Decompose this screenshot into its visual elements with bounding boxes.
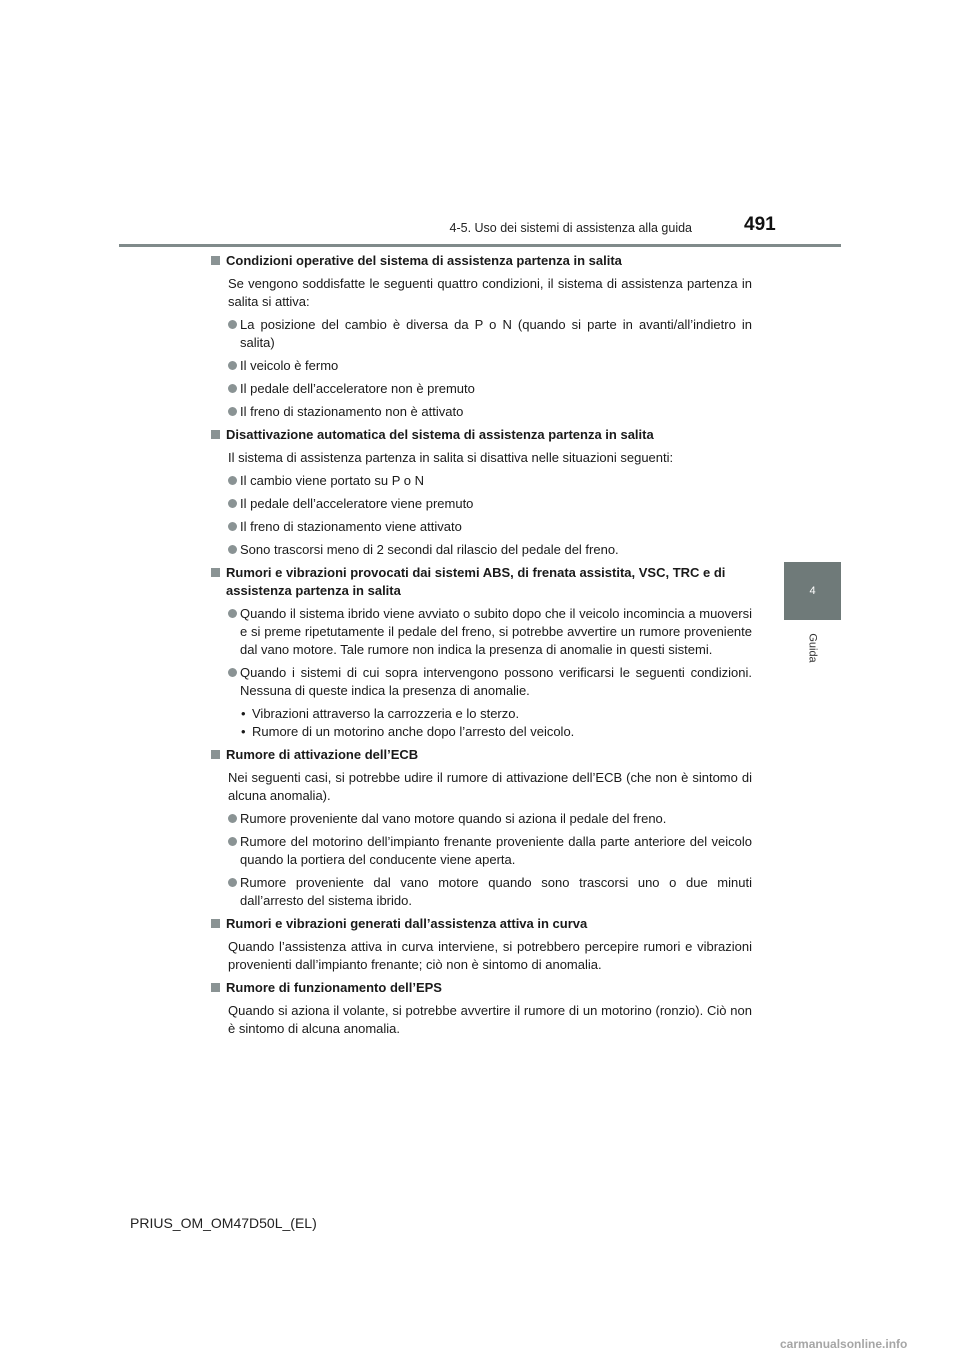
bullet-item bbox=[211, 810, 752, 828]
section-heading-text: Rumori e vibrazioni generati dall’assistenza attiva in curva bbox=[226, 916, 588, 931]
section-heading-text: Rumore di funzionamento dell’EPS bbox=[226, 980, 442, 995]
circle-bullet-icon bbox=[228, 407, 237, 416]
square-bullet-icon bbox=[211, 750, 220, 759]
bullet-item-text: Sono trascorsi meno di 2 secondi dal rilascio del pedale del freno. bbox=[240, 542, 619, 557]
header-rule bbox=[119, 244, 841, 247]
section-heading bbox=[211, 426, 752, 444]
section-heading bbox=[211, 979, 752, 997]
section-heading bbox=[211, 252, 752, 270]
circle-bullet-icon bbox=[228, 545, 237, 554]
chapter-label bbox=[785, 630, 841, 666]
circle-bullet-icon bbox=[228, 609, 237, 618]
circle-bullet-icon bbox=[228, 499, 237, 508]
bullet-item-text: Rumore del motorino dell’impianto frenante proveniente dalla parte anteriore del veicolo quando la portiera del conducente viene aperta. bbox=[240, 834, 752, 867]
circle-bullet-icon bbox=[228, 320, 237, 329]
paragraph: Quando si aziona il volante, si potrebbe avvertire il rumore di un motorino (ronzio). Ciò non è sintomo di alcuna anomalia. bbox=[228, 1003, 752, 1036]
circle-bullet-icon bbox=[228, 837, 237, 846]
bullet-item bbox=[211, 518, 752, 536]
circle-bullet-icon bbox=[228, 878, 237, 887]
circle-bullet-icon bbox=[228, 384, 237, 393]
bullet-item-text: La posizione del cambio è diversa da P o N (quando si parte in avanti/all’indietro in salita) bbox=[240, 317, 752, 350]
bullet-item bbox=[211, 357, 752, 375]
bullet-item bbox=[211, 316, 752, 352]
bullet-item-text: Il pedale dell’acceleratore non è premuto bbox=[240, 381, 475, 396]
bullet-item bbox=[211, 380, 752, 398]
paragraph: Il sistema di assistenza partenza in salita si disattiva nelle situazioni seguenti: bbox=[228, 450, 674, 465]
paragraph: Quando l’assistenza attiva in curva interviene, si potrebbero percepire rumori e vibrazioni provenienti dall’impianto frenante; ciò non è sintomo di anomalia. bbox=[228, 939, 752, 972]
sub-list bbox=[211, 705, 752, 741]
bullet-item bbox=[211, 605, 752, 659]
dot-bullet-icon: • bbox=[241, 724, 246, 739]
sub-list-item-text: Rumore di un motorino anche dopo l’arresto del veicolo. bbox=[252, 724, 575, 739]
square-bullet-icon bbox=[211, 256, 220, 265]
bullet-item-text: Quando i sistemi di cui sopra intervengono possono verificarsi le seguenti condizioni. Nessuna di queste indica la presenza di anomalie. bbox=[240, 665, 752, 698]
dot-bullet-icon: • bbox=[241, 706, 246, 721]
watermark: carmanualsonline.info bbox=[780, 1337, 908, 1351]
sub-list-item-text: Vibrazioni attraverso la carrozzeria e lo sterzo. bbox=[252, 706, 520, 721]
chapter-tab-number: 4 bbox=[809, 585, 816, 597]
bullet-item-text: Il pedale dell’acceleratore viene premuto bbox=[240, 496, 474, 511]
square-bullet-icon bbox=[211, 430, 220, 439]
sub-list-item bbox=[211, 723, 752, 741]
bullet-item-text: Il cambio viene portato su P o N bbox=[240, 473, 425, 488]
section-heading-text: Disattivazione automatica del sistema di assistenza partenza in salita bbox=[226, 427, 654, 442]
bullet-item bbox=[211, 833, 752, 869]
square-bullet-icon bbox=[211, 568, 220, 577]
circle-bullet-icon bbox=[228, 476, 237, 485]
circle-bullet-icon bbox=[228, 668, 237, 677]
circle-bullet-icon bbox=[228, 361, 237, 370]
page-content bbox=[211, 252, 752, 1043]
paragraph: Nei seguenti casi, si potrebbe udire il rumore di attivazione dell’ECB (che non è sintomo di alcuna anomalia). bbox=[228, 770, 752, 803]
bullet-item bbox=[211, 495, 752, 513]
bullet-item bbox=[211, 472, 752, 490]
footer-code: PRIUS_OM_OM47D50L_(EL) bbox=[130, 1215, 317, 1231]
chapter-label-text: Guida bbox=[806, 633, 819, 663]
bullet-item-text: Il freno di stazionamento non è attivato bbox=[240, 404, 464, 419]
section-heading-text: Condizioni operative del sistema di assistenza partenza in salita bbox=[226, 253, 622, 268]
circle-bullet-icon bbox=[228, 522, 237, 531]
bullet-item bbox=[211, 403, 752, 421]
section-heading-text: Rumori e vibrazioni provocati dai sistemi ABS, di frenata assistita, VSC, TRC e di assistenza partenza in salita bbox=[226, 565, 726, 598]
bullet-item-text: Il veicolo è fermo bbox=[240, 358, 339, 373]
bullet-item-text: Quando il sistema ibrido viene avviato o subito dopo che il veicolo incomincia a muoversi e si preme ripetutamente il pedale del freno, si potrebbe avvertire un rumore proveniente dal vano motore. Tale rumore non indica la presenza di anomalie in questi sistemi. bbox=[240, 606, 752, 657]
bullet-item bbox=[211, 874, 752, 910]
section-heading-text: Rumore di attivazione dell’ECB bbox=[226, 747, 419, 762]
bullet-item bbox=[211, 541, 752, 559]
bullet-item-text: Il freno di stazionamento viene attivato bbox=[240, 519, 462, 534]
section-heading bbox=[211, 915, 752, 933]
paragraph: Se vengono soddisfatte le seguenti quattro condizioni, il sistema di assistenza partenza in salita si attiva: bbox=[228, 276, 752, 309]
section-heading bbox=[211, 746, 752, 764]
bullet-item-text: Rumore proveniente dal vano motore quando si aziona il pedale del freno. bbox=[240, 811, 667, 826]
square-bullet-icon bbox=[211, 919, 220, 928]
header-section-title: 4-5. Uso dei sistemi di assistenza alla guida bbox=[449, 221, 692, 235]
bullet-item bbox=[211, 664, 752, 700]
section-heading bbox=[211, 564, 752, 600]
square-bullet-icon bbox=[211, 983, 220, 992]
sub-list-item bbox=[211, 705, 752, 723]
chapter-tab[interactable] bbox=[784, 562, 841, 620]
bullet-item-text: Rumore proveniente dal vano motore quando sono trascorsi uno o due minuti dall’arresto del sistema ibrido. bbox=[240, 875, 752, 908]
circle-bullet-icon bbox=[228, 814, 237, 823]
page-number: 491 bbox=[744, 214, 776, 235]
